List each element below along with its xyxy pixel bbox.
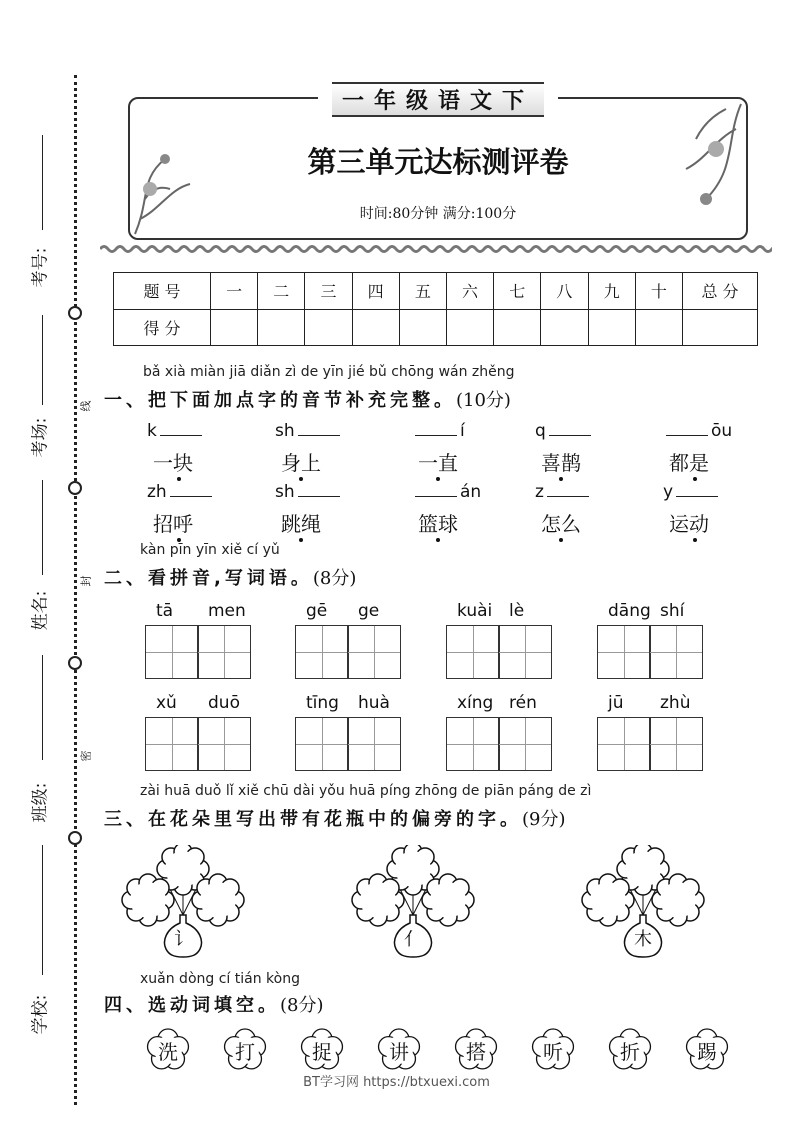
radical: 木 — [634, 929, 652, 950]
word-option-label: 搭 — [466, 1040, 486, 1064]
final: ōu — [711, 421, 733, 441]
writing-grid[interactable] — [296, 625, 401, 679]
score-cell[interactable] — [541, 309, 588, 346]
word-option[interactable] — [377, 1028, 421, 1072]
section-3-title: 三、在花朵里写出带有花瓶中的偏旁的字。(9分) — [104, 809, 566, 830]
score-cell[interactable] — [352, 309, 399, 346]
dotted-word: 运动 — [669, 512, 709, 536]
word-option[interactable] — [223, 1028, 267, 1072]
cut-mark: 线 — [79, 400, 93, 412]
class-field[interactable] — [42, 655, 43, 760]
score-cell[interactable] — [494, 309, 541, 346]
binding-dotted-line — [74, 75, 77, 1105]
header-cell: 一 — [211, 273, 258, 310]
answer-line[interactable] — [415, 496, 457, 497]
word-option-label: 打 — [235, 1040, 255, 1064]
word-pinyin: rén — [509, 693, 537, 713]
writing-cell[interactable] — [347, 717, 401, 771]
binding-hole — [68, 306, 82, 320]
initial: k — [147, 421, 157, 441]
word-pinyin: shí — [660, 601, 685, 621]
header-cell: 题 号 — [114, 273, 211, 310]
emphasis-dot — [559, 477, 563, 481]
answer-line[interactable] — [666, 435, 708, 436]
word-pinyin: xǔ — [156, 693, 177, 713]
emphasis-dot — [299, 477, 303, 481]
word-pinyin: zhù — [660, 693, 691, 713]
emphasis-dot — [436, 477, 440, 481]
writing-cell[interactable] — [597, 717, 651, 771]
writing-cell[interactable] — [347, 625, 401, 679]
score-cell[interactable] — [683, 309, 758, 346]
pinyin-blank[interactable] — [147, 482, 215, 502]
word-option-label: 讲 — [389, 1040, 409, 1064]
section-2-title: 二、看拼音,写词语。(8分) — [104, 568, 357, 589]
writing-cell[interactable] — [145, 625, 199, 679]
section-pinyin: kàn pīn yīn xiě cí yǔ — [140, 542, 280, 558]
word-pinyin: jū — [608, 693, 624, 713]
answer-line[interactable] — [170, 496, 212, 497]
word-option[interactable] — [531, 1028, 575, 1072]
dotted-word: 都是 — [669, 451, 709, 475]
word-pinyin: kuài — [457, 601, 493, 621]
writing-cell[interactable] — [649, 717, 703, 771]
score-cell[interactable] — [305, 309, 352, 346]
word-option[interactable] — [454, 1028, 498, 1072]
pinyin-blank[interactable] — [275, 482, 343, 502]
writing-cell[interactable] — [197, 625, 251, 679]
page-title: 第三单元达标测评卷 — [307, 145, 569, 179]
pinyin-blank[interactable] — [535, 421, 594, 441]
dotted-word: 一块 — [153, 451, 193, 475]
writing-cell[interactable] — [446, 717, 500, 771]
initial: y — [663, 482, 674, 502]
score-label: 得 分 — [114, 309, 211, 346]
dotted-word: 篮球 — [418, 512, 458, 536]
writing-cell[interactable] — [498, 625, 552, 679]
pinyin-blank[interactable] — [663, 482, 721, 502]
pinyin-blank[interactable] — [412, 482, 481, 502]
score-cell[interactable] — [446, 309, 493, 346]
header-cell: 总 分 — [683, 273, 758, 310]
writing-grid[interactable] — [447, 625, 552, 679]
initial: q — [535, 421, 546, 441]
emphasis-dot — [693, 538, 697, 542]
initial: sh — [275, 421, 295, 441]
header-cell: 二 — [258, 273, 305, 310]
emphasis-dot — [693, 477, 697, 481]
score-cell[interactable] — [635, 309, 682, 346]
word-option[interactable] — [608, 1028, 652, 1072]
emphasis-dot — [177, 477, 181, 481]
word-option[interactable] — [146, 1028, 190, 1072]
pinyin-blank[interactable] — [663, 421, 732, 441]
exam-number-field[interactable] — [42, 135, 43, 230]
header-cell: 三 — [305, 273, 352, 310]
word-pinyin: dāng — [608, 601, 651, 621]
writing-grid[interactable] — [146, 717, 251, 771]
score-cell[interactable] — [211, 309, 258, 346]
exam-room-label: 考场: — [30, 417, 51, 458]
binding-hole — [68, 656, 82, 670]
answer-line[interactable] — [298, 435, 340, 436]
score-cell[interactable] — [258, 309, 305, 346]
writing-cell[interactable] — [498, 717, 552, 771]
word-pinyin: men — [208, 601, 246, 621]
word-pinyin: ge — [358, 601, 380, 621]
writing-grid[interactable] — [146, 625, 251, 679]
answer-line[interactable] — [676, 496, 718, 497]
word-option-label: 折 — [620, 1040, 640, 1064]
word-option[interactable] — [685, 1028, 729, 1072]
pinyin-blank[interactable] — [412, 421, 465, 441]
exam-number-label: 考号: — [30, 247, 51, 288]
answer-line[interactable] — [298, 496, 340, 497]
writing-grid[interactable] — [598, 717, 703, 771]
initial: sh — [275, 482, 295, 502]
writing-cell[interactable] — [295, 625, 349, 679]
word-pinyin: xíng — [457, 693, 494, 713]
dotted-word: 怎么 — [541, 512, 581, 536]
section-pinyin: bǎ xià miàn jiā diǎn zì de yīn jié bǔ chōng wán zhěng — [143, 364, 515, 380]
header-cell: 七 — [494, 273, 541, 310]
pinyin-blank[interactable] — [535, 482, 592, 502]
final: í — [460, 421, 465, 441]
dotted-word: 招呼 — [153, 512, 193, 536]
school-label: 学校: — [30, 994, 51, 1035]
class-label: 班级: — [30, 782, 51, 823]
radical: 讠 — [174, 929, 192, 950]
header-cell: 九 — [588, 273, 635, 310]
answer-line[interactable] — [415, 435, 457, 436]
writing-cell[interactable] — [295, 717, 349, 771]
writing-grid[interactable] — [447, 717, 552, 771]
radical: 亻 — [404, 929, 422, 950]
footer-watermark: BT学习网 https://btxuexi.com — [303, 1075, 490, 1090]
word-pinyin: huà — [358, 693, 390, 713]
final: án — [460, 482, 482, 502]
word-option-label: 听 — [543, 1040, 563, 1064]
binding-hole — [68, 481, 82, 495]
school-field[interactable] — [42, 845, 43, 975]
writing-cell[interactable] — [649, 625, 703, 679]
name-label: 姓名: — [30, 590, 51, 631]
answer-line[interactable] — [547, 496, 589, 497]
time-and-score: 时间:80分钟 满分:100分 — [359, 206, 517, 222]
section-pinyin: zài huā duǒ lǐ xiě chū dài yǒu huā píng zhōng de piān páng de zì — [140, 783, 592, 799]
word-option-label: 洗 — [158, 1040, 178, 1064]
word-option[interactable] — [300, 1028, 344, 1072]
emphasis-dot — [559, 538, 563, 542]
emphasis-dot — [299, 538, 303, 542]
header-cell: 六 — [446, 273, 493, 310]
score-cell[interactable] — [588, 309, 635, 346]
cut-mark: 密 — [79, 750, 93, 762]
score-cell[interactable] — [399, 309, 446, 346]
initial: z — [535, 482, 544, 502]
word-pinyin: gē — [306, 601, 328, 621]
exam-room-field[interactable] — [42, 315, 43, 405]
answer-line[interactable] — [160, 435, 202, 436]
dotted-word: 喜鹊 — [541, 451, 581, 475]
emphasis-dot — [436, 538, 440, 542]
writing-grid[interactable] — [296, 717, 401, 771]
section-pinyin: xuǎn dòng cí tián kòng — [140, 971, 300, 987]
word-pinyin: duō — [208, 693, 240, 713]
word-pinyin: tīng — [306, 693, 339, 713]
writing-cell[interactable] — [145, 717, 199, 771]
header-cell: 八 — [541, 273, 588, 310]
word-option-label: 踢 — [697, 1040, 717, 1064]
grade-banner: 一年级语文下 — [318, 82, 558, 116]
header-cell: 五 — [399, 273, 446, 310]
score-table — [113, 272, 758, 346]
writing-cell[interactable] — [597, 625, 651, 679]
wavy-divider — [100, 244, 772, 254]
word-pinyin: tā — [156, 601, 174, 621]
name-field[interactable] — [42, 480, 43, 575]
word-pinyin: lè — [509, 601, 525, 621]
binding-hole — [68, 831, 82, 845]
dotted-word: 跳绳 — [281, 512, 321, 536]
writing-grid[interactable] — [598, 625, 703, 679]
dotted-word: 身上 — [281, 451, 321, 475]
initial: zh — [147, 482, 167, 502]
writing-cell[interactable] — [197, 717, 251, 771]
header-cell: 四 — [352, 273, 399, 310]
cut-mark: 封 — [79, 575, 93, 587]
header-cell: 十 — [635, 273, 682, 310]
section-4-title: 四、选动词填空。(8分) — [104, 995, 324, 1016]
word-option-label: 捉 — [312, 1040, 332, 1064]
pinyin-blank[interactable] — [275, 421, 343, 441]
answer-line[interactable] — [549, 435, 591, 436]
writing-cell[interactable] — [446, 625, 500, 679]
pinyin-blank[interactable] — [147, 421, 205, 441]
section-1-title: 一、把下面加点字的音节补充完整。(10分) — [104, 390, 511, 411]
dotted-word: 一直 — [418, 451, 458, 475]
